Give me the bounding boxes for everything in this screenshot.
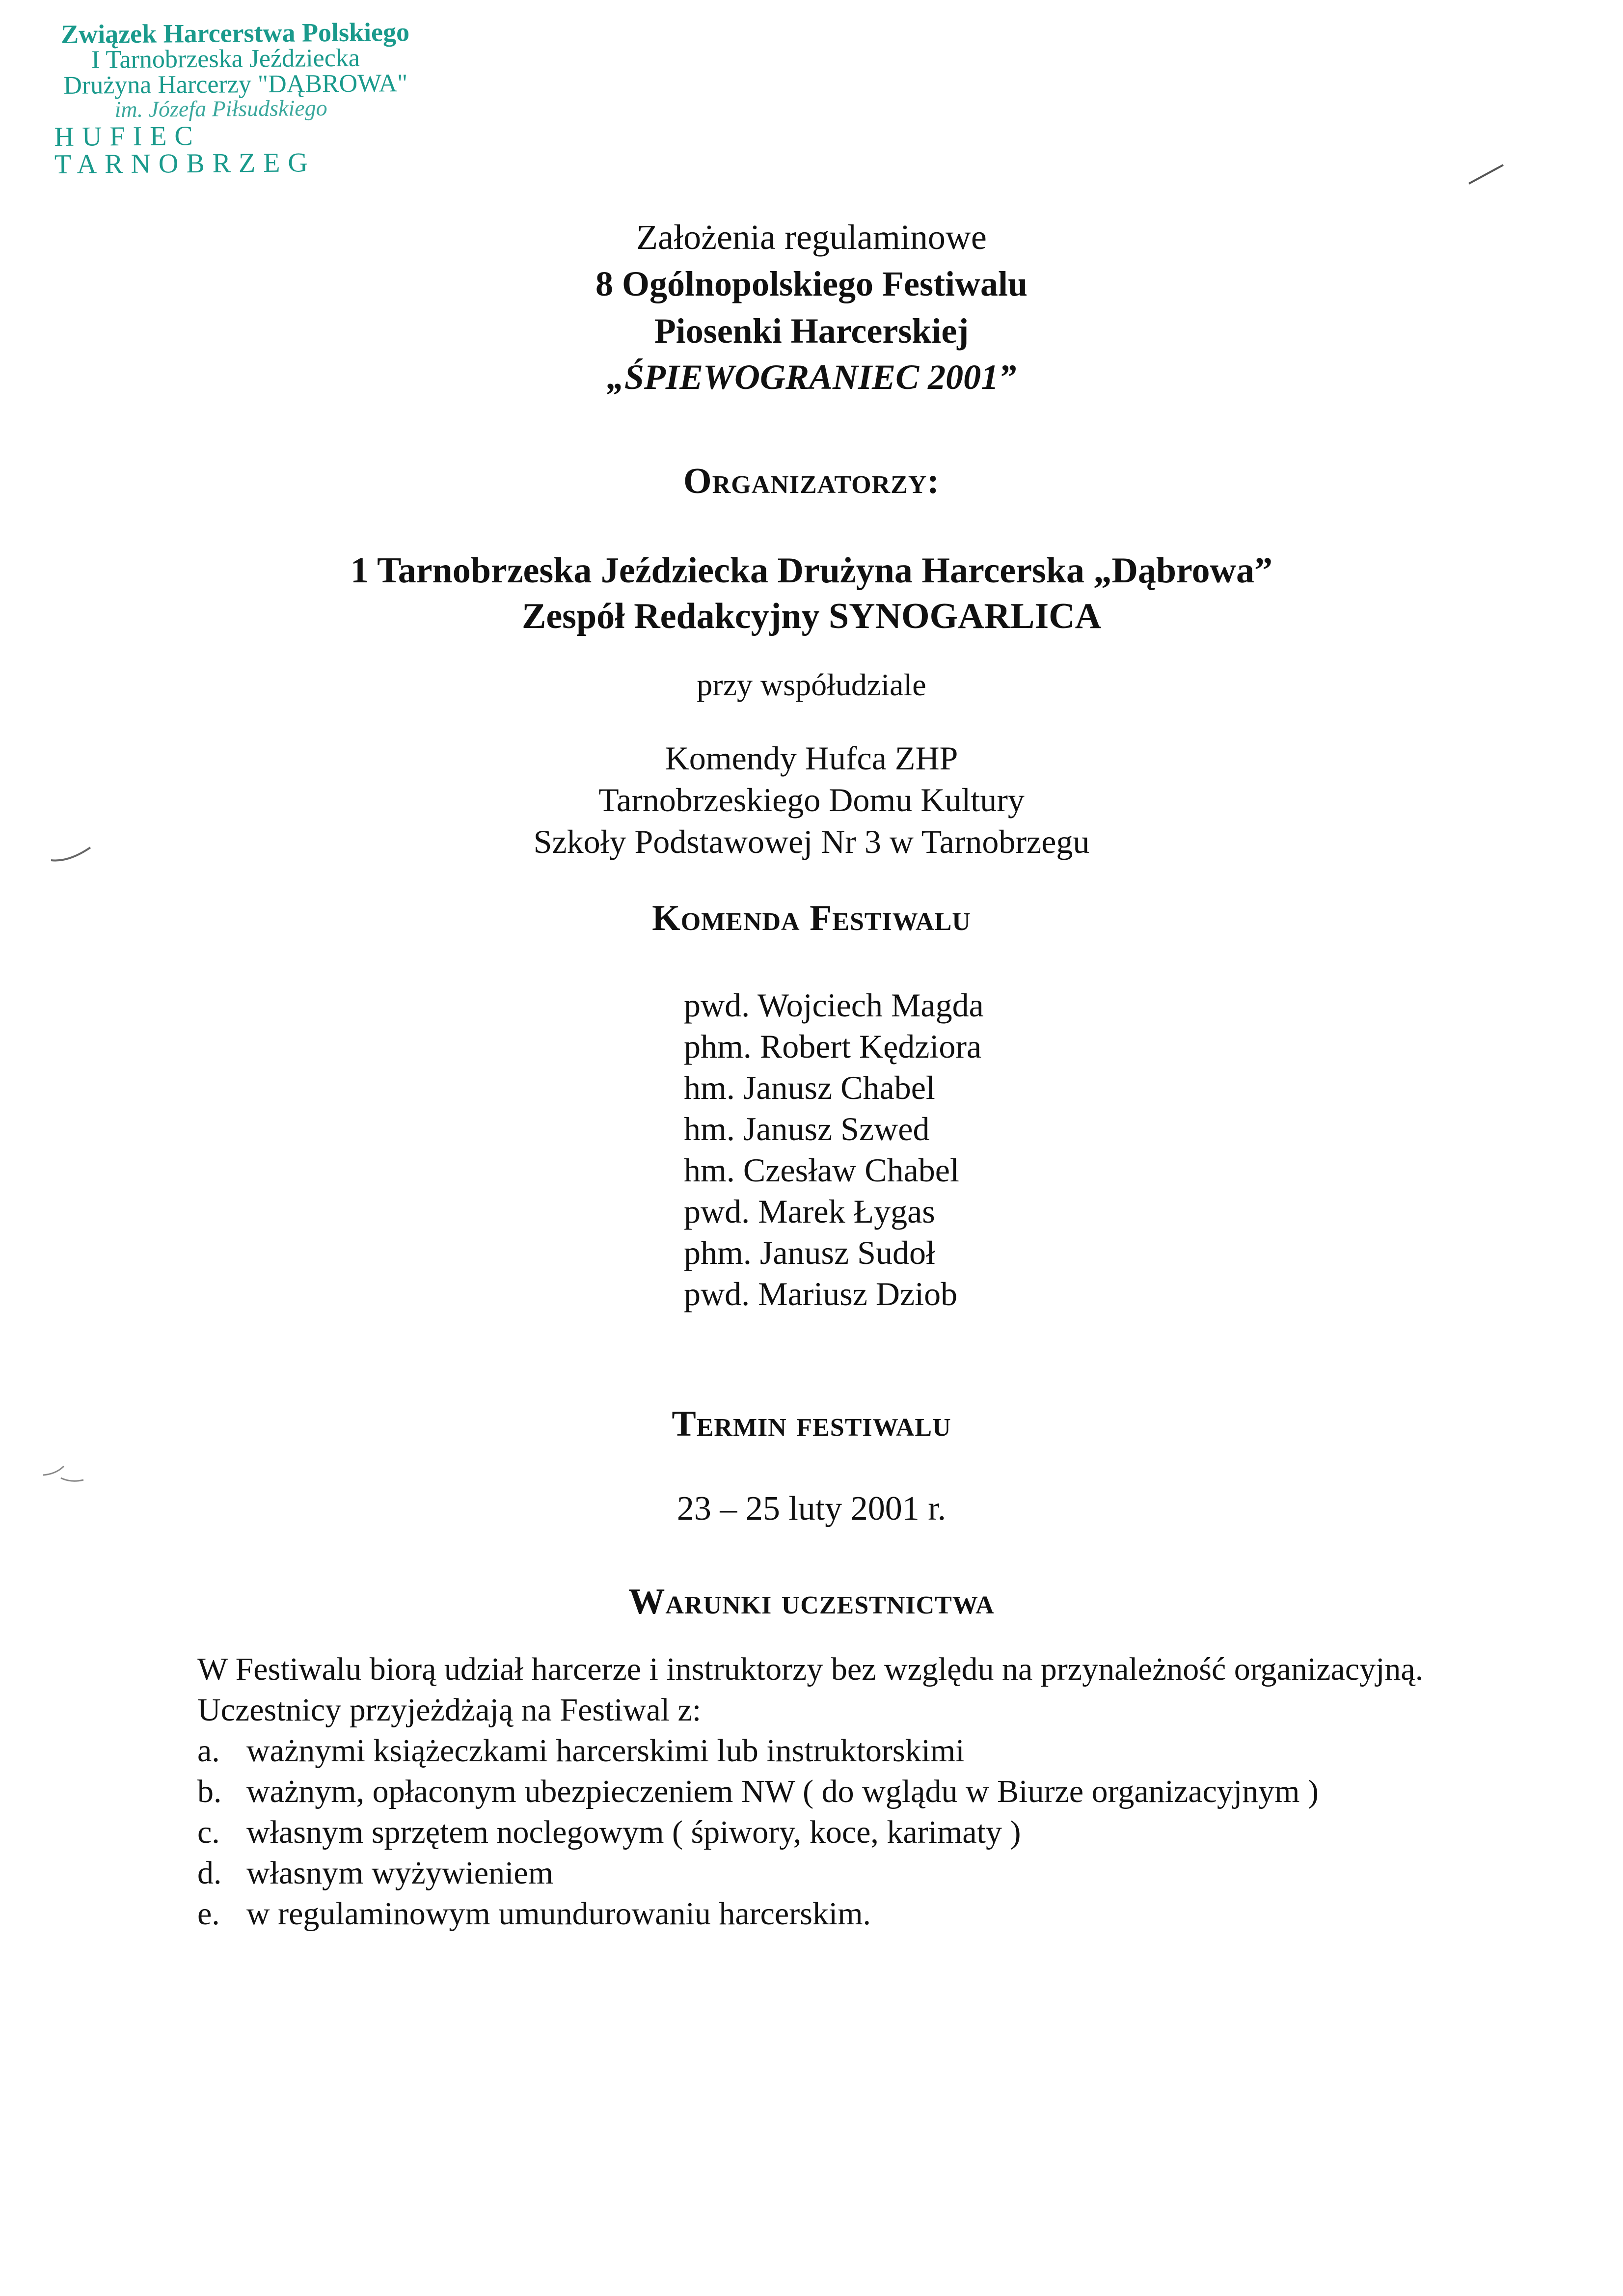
list-item	[197, 1853, 1474, 1893]
list-item-letter: a.	[197, 1733, 220, 1769]
list-item-letter: e.	[197, 1896, 220, 1932]
conditions-paragraph-2: Uczestnicy przyjeżdżają na Festiwal z:	[197, 1692, 702, 1728]
co-organizer-1: Komendy Hufca ZHP	[665, 739, 958, 777]
stamp-line-4: im. Józefa Piłsudskiego	[114, 95, 327, 122]
stamp-line-3: Drużyna Harcerzy "DĄBROWA"	[63, 69, 408, 100]
list-item	[197, 1893, 1474, 1934]
list-item	[197, 1812, 1474, 1853]
conditions-paragraph-1: W Festiwalu biorą udział harcerze i instruktorzy bez względu na przynależność organizacyjną.	[197, 1651, 1424, 1687]
title-line-1: Założenia regulaminowe	[636, 218, 987, 257]
list-item-letter: c.	[197, 1814, 220, 1850]
list-item-text: własnym wyżywieniem	[246, 1855, 554, 1891]
stamp-line-1: Związek Harcerstwa Polskiego	[60, 17, 410, 49]
festival-date: 23 – 25 luty 2001 r.	[676, 1490, 947, 1528]
command-member: pwd. Marek Łygas	[684, 1193, 935, 1230]
list-item-text: własnym sprzętem noclegowym ( śpiwory, koce, karimaty )	[246, 1814, 1021, 1850]
organizers-heading: Organizatorzy:	[683, 461, 940, 501]
organizer-2: Zespół Redakcyjny SYNOGARLICA	[521, 596, 1102, 636]
command-member: phm. Robert Kędziora	[684, 1028, 982, 1065]
list-item-text: w regulaminowym umundurowaniu harcerskim.	[246, 1896, 871, 1932]
co-organizer-2: Tarnobrzeskiego Domu Kultury	[598, 781, 1025, 819]
list-item	[197, 1730, 1474, 1771]
list-item-text: ważnym, opłaconym ubezpieczeniem NW ( do wglądu w Biurze organizacyjnym )	[246, 1774, 1319, 1809]
list-item-letter: b.	[197, 1774, 222, 1809]
list-item	[197, 1771, 1474, 1812]
command-member: hm. Czesław Chabel	[684, 1151, 959, 1189]
stamp-line-5: HUFIEC TARNOBRZEG	[54, 120, 316, 180]
stamp-line-2: I Tarnobrzeska Jeździecka	[91, 44, 360, 74]
festival-name: „ŚPIEWOGRANIEC 2001”	[606, 357, 1017, 397]
command-members-list	[684, 984, 984, 1314]
command-member: pwd. Wojciech Magda	[684, 986, 984, 1024]
co-organizer-3: Szkoły Podstawowej Nr 3 w Tarnobrzegu	[533, 823, 1090, 860]
organization-stamp	[54, 17, 467, 180]
list-item-text: ważnymi książeczkami harcerskimi lub instruktorskimi	[246, 1733, 965, 1769]
command-member: pwd. Mariusz Dziob	[684, 1275, 958, 1312]
command-member: hm. Janusz Szwed	[684, 1110, 930, 1148]
organizer-1: 1 Tarnobrzeska Jeździecka Drużyna Harcerska „Dąbrowa”	[350, 550, 1272, 591]
title-line-2: 8 Ogólnopolskiego Festiwalu	[595, 264, 1028, 303]
term-heading: Termin festiwalu	[672, 1404, 951, 1444]
conditions-heading: Warunki uczestnictwa	[628, 1582, 995, 1622]
command-member: phm. Janusz Sudoł	[684, 1234, 935, 1271]
pen-mark-icon	[1467, 162, 1506, 187]
command-member: hm. Janusz Chabel	[684, 1069, 935, 1106]
title-line-3: Piosenki Harcerskiej	[654, 311, 969, 351]
command-heading: Komenda Festiwalu	[652, 898, 971, 938]
conditions-section	[197, 1649, 1474, 1934]
pen-mark-icon	[41, 1463, 85, 1488]
list-item-letter: d.	[197, 1855, 222, 1891]
cooperation-label: przy współudziale	[697, 667, 926, 702]
